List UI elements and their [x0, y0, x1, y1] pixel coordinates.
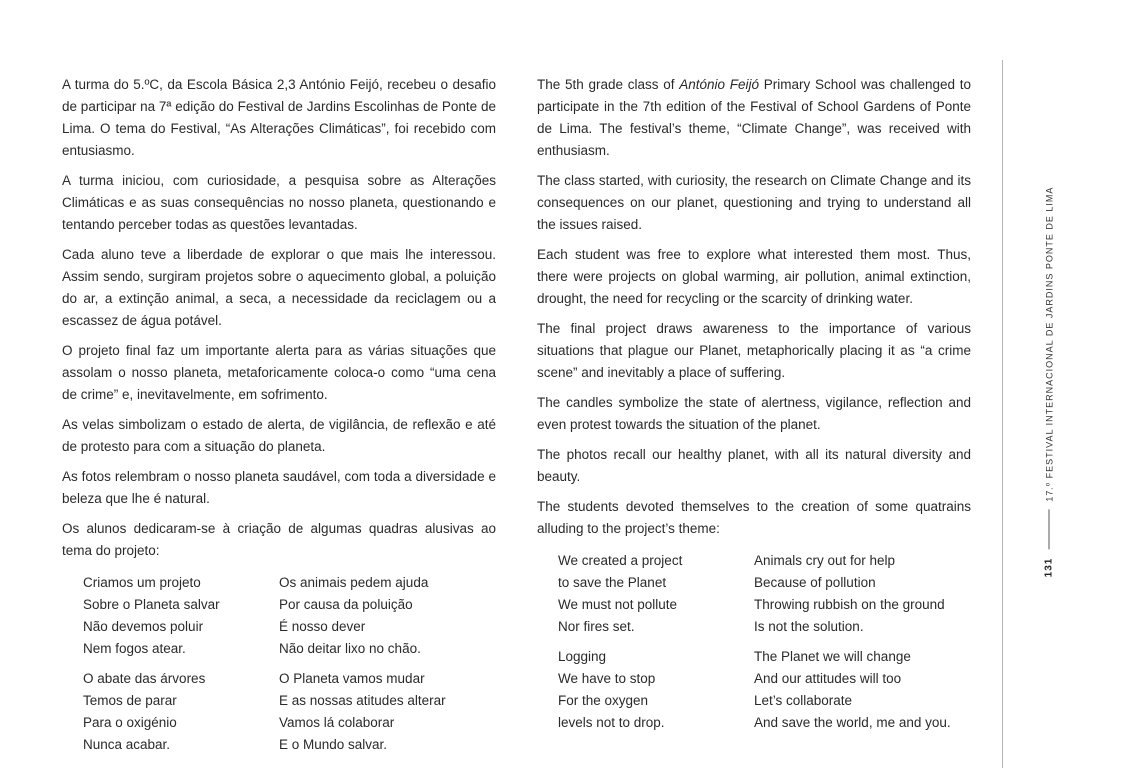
- poem-line: to save the Planet: [558, 575, 667, 590]
- poem-line: Is not the solution.: [754, 619, 864, 634]
- poem-line: And our attitudes will too: [754, 671, 902, 686]
- poem-line: Sobre o Planeta salvar: [83, 597, 220, 612]
- pt-paragraph: A turma iniciou, com curiosidade, a pesquisa sobre as Alterações Climáticas e as suas consequências no nosso planeta, questionando e tentando perceber todas as questões levantadas.: [62, 173, 496, 232]
- poem-line: The Planet we will change: [754, 649, 911, 664]
- en-stanza: [558, 646, 754, 734]
- poem-line: Vamos lá colaborar: [279, 715, 395, 730]
- en-paragraph: The 5th grade class of António Feijó Primary School was challenged to participate in the 7th edition of the Festival of School Gardens of Ponte de Lima. The festival’s theme, “Climate Change”, was received with enthusiasm.: [537, 77, 971, 158]
- poem-line: Let’s collaborate: [754, 693, 853, 708]
- poem-line: And save the world, me and you.: [754, 715, 951, 730]
- poem-line: Para o oxigénio: [83, 715, 177, 730]
- en-paragraph: The class started, with curiosity, the research on Climate Change and its consequences on our planet, questioning and trying to understand all the issues raised.: [537, 173, 971, 232]
- poem-line: Throwing rubbish on the ground: [754, 597, 945, 612]
- en-poems: [558, 550, 971, 734]
- poem-line: Nor fires set.: [558, 619, 635, 634]
- pt-paragraph: O projeto final faz um importante alerta para as várias situações que assolam o nosso planeta, metaforicamente coloca-o como “uma cena de crime” e, inevitavelmente, em sofrimento.: [62, 343, 496, 402]
- poem-line: É nosso dever: [279, 619, 366, 634]
- en-paragraph: The photos recall our healthy planet, with all its natural diversity and beauty.: [537, 447, 971, 484]
- pt-paragraph: As velas simbolizam o estado de alerta, de vigilância, de reflexão e até de protesto para com a situação do planeta.: [62, 417, 496, 454]
- en-paragraph: The students devoted themselves to the creation of some quatrains alluding to the project’s theme:: [537, 499, 971, 536]
- en-stanza: [754, 550, 984, 638]
- running-footer: [1044, 187, 1055, 578]
- en-paragraph: The candles symbolize the state of alertness, vigilance, reflection and even protest towards the situation of the planet.: [537, 395, 971, 432]
- poem-line: Não deitar lixo no chão.: [279, 641, 421, 656]
- poem-line: Criamos um projeto: [83, 575, 201, 590]
- running-title: 17.º FESTIVAL INTERNACIONAL DE JARDINS PONTE DE LIMA: [1044, 186, 1054, 502]
- poem-line: Não devemos poluir: [83, 619, 204, 634]
- poem-line: Nem fogos atear.: [83, 641, 186, 656]
- poem-line: We have to stop: [558, 671, 656, 686]
- poem-line: Because of pollution: [754, 575, 876, 590]
- pt-stanza: [83, 572, 279, 660]
- poem-line: We must not pollute: [558, 597, 678, 612]
- poem-line: O Planeta vamos mudar: [279, 671, 425, 686]
- pt-paragraph: Os alunos dedicaram-se à criação de algumas quadras alusivas ao tema do projeto:: [62, 521, 496, 558]
- portuguese-column: [62, 74, 496, 756]
- poem-line: Nunca acabar.: [83, 737, 171, 752]
- en-stanza: [754, 646, 984, 734]
- poem-line: E o Mundo salvar.: [279, 737, 388, 752]
- poem-line: E as nossas atitudes alterar: [279, 693, 446, 708]
- poem-line: levels not to drop.: [558, 715, 665, 730]
- poem-line: We created a project: [558, 553, 683, 568]
- poem-line: Por causa da poluição: [279, 597, 413, 612]
- poem-line: Temos de parar: [83, 693, 177, 708]
- margin-rule: [1002, 60, 1003, 768]
- poem-line: For the oxygen: [558, 693, 649, 708]
- english-column: [537, 74, 971, 734]
- poem-line: Os animais pedem ajuda: [279, 575, 429, 590]
- en-paragraph: The final project draws awareness to the importance of various situations that plague our Planet, metaphorically placing it as “a crime scene” and inevitably a place of suffering.: [537, 321, 971, 380]
- poem-line: O abate das árvores: [83, 671, 206, 686]
- pt-stanza: [279, 572, 509, 660]
- poem-line: Logging: [558, 649, 607, 664]
- pt-paragraph: A turma do 5.ºC, da Escola Básica 2,3 António Feijó, recebeu o desafio de participar na 7ª edição do Festival de Jardins Escolinhas de Ponte de Lima. O tema do Festival, “As Alterações Climáticas”, foi recebido com entusiasmo.: [62, 77, 496, 158]
- pt-paragraph: Cada aluno teve a liberdade de explorar o que mais lhe interessou. Assim sendo, surgiram projetos sobre o aquecimento global, a poluição do ar, a extinção animal, a seca, a necessidade da reciclagem ou a escassez de água potável.: [62, 247, 496, 328]
- pt-paragraph: As fotos relembram o nosso planeta saudável, com toda a diversidade e beleza que lhe é natural.: [62, 469, 496, 506]
- en-stanza: [558, 550, 754, 638]
- en-paragraph: Each student was free to explore what interested them most. Thus, there were projects on global warming, air pollution, animal extinction, drought, the need for recycling or the scarcity of drinking water.: [537, 247, 971, 306]
- poem-line: Animals cry out for help: [754, 553, 896, 568]
- pt-stanza: [83, 668, 279, 756]
- school-name: António Feijó: [679, 77, 759, 92]
- separator-dash: [1049, 510, 1050, 550]
- pt-stanza: [279, 668, 509, 756]
- pt-poems: [83, 572, 496, 756]
- page-number: 131: [1043, 557, 1055, 578]
